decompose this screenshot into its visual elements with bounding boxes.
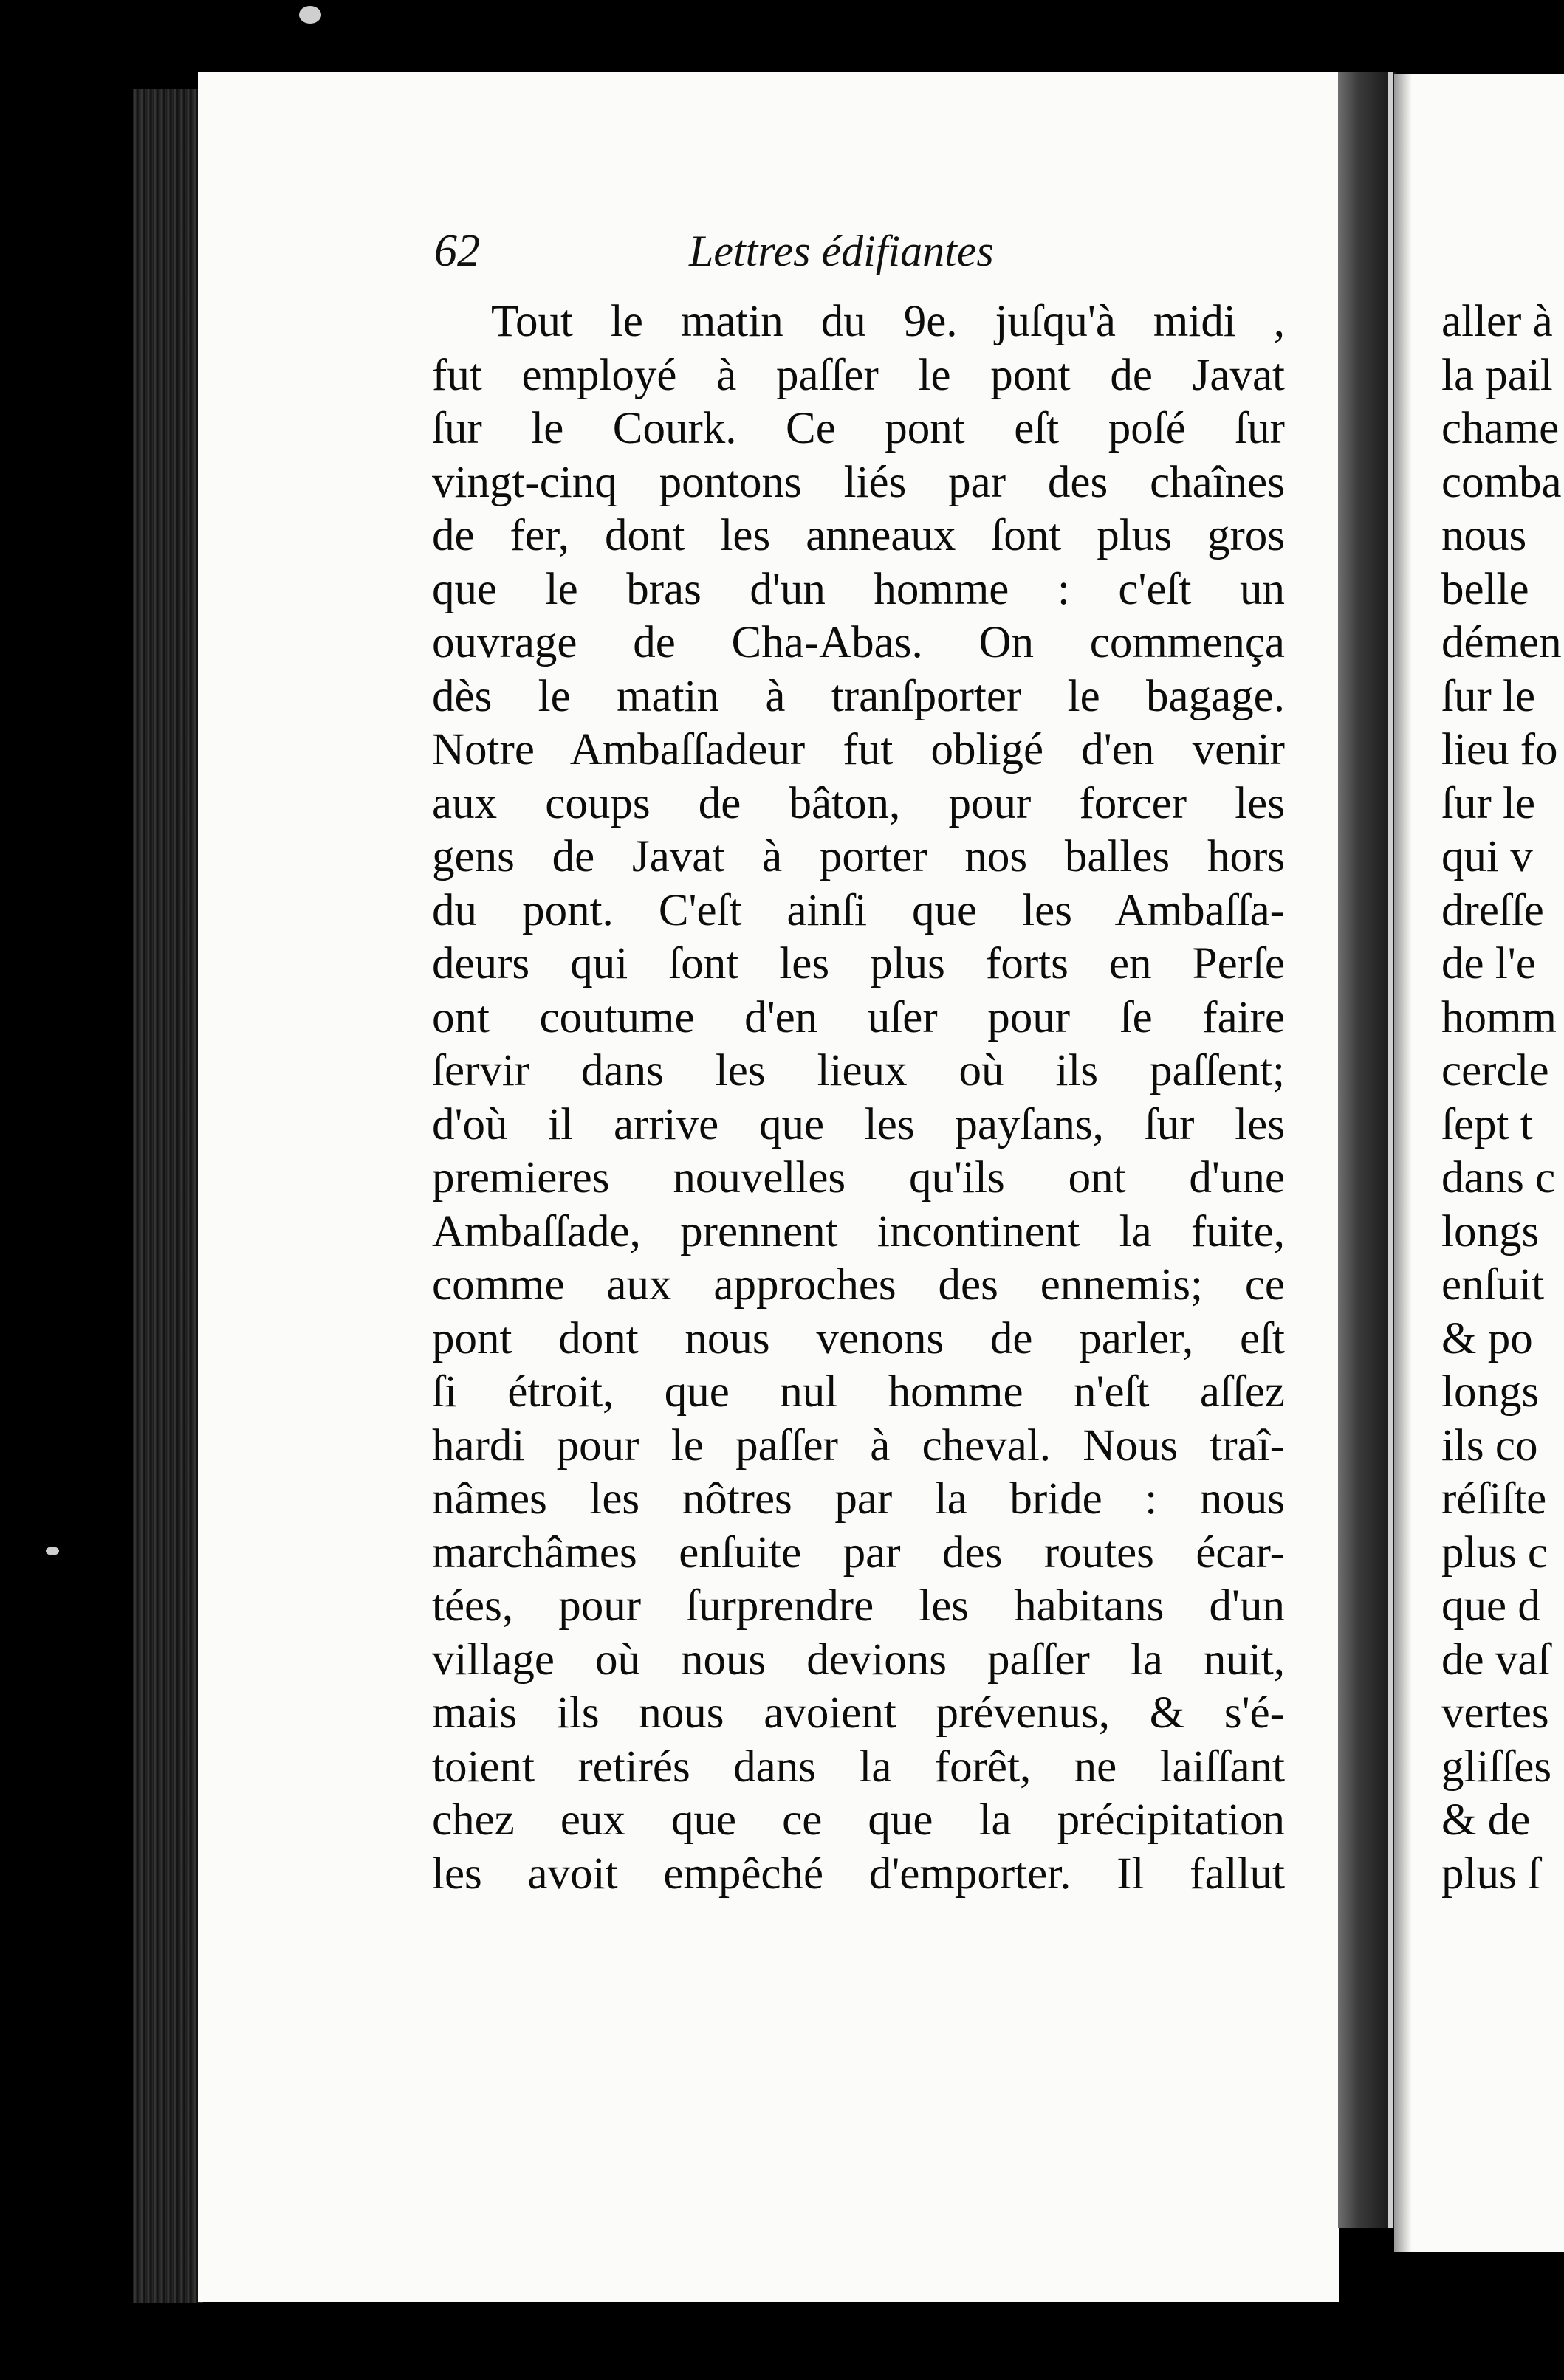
text-line: que le bras d'un homme : c'eſt un [432, 564, 1285, 614]
text-line: ont coutume d'en uſer pour ſe faire [432, 992, 1285, 1042]
facing-text-line: nous [1441, 511, 1527, 560]
facing-text-line: longs [1441, 1206, 1540, 1256]
text-line: hardi pour le paſſer à cheval. Nous traî- [432, 1420, 1285, 1471]
running-head [434, 221, 1047, 281]
text-line: d'où il arrive que les payſans, ſur les [432, 1099, 1285, 1149]
text-line: aux coups de bâton, pour forcer les [432, 778, 1285, 828]
facing-text-line: gliſſes [1441, 1741, 1552, 1792]
text-line: premieres nouvelles qu'ils ont d'une [432, 1153, 1285, 1203]
facing-text-line: ils co [1441, 1420, 1538, 1471]
facing-text-line: aller à [1441, 297, 1553, 346]
scan-speck [299, 6, 321, 24]
facing-text-line: démen [1441, 618, 1562, 667]
text-line: dès le matin à tranſporter le bagage. [432, 671, 1285, 721]
page-number: 62 [434, 226, 480, 276]
text-line: pont dont nous venons de parler, eſt [432, 1313, 1285, 1363]
facing-text-line: ſur le [1441, 671, 1536, 721]
text-line: comme aux approches des ennemis; ce [432, 1260, 1285, 1310]
facing-text-line: que d [1441, 1581, 1540, 1631]
text-line: du pont. C'eſt ainſi que les Ambaſſa- [432, 885, 1285, 935]
facing-text-line: plus ſ [1441, 1848, 1540, 1899]
text-line: ſervir dans les lieux où ils paſſent; [432, 1046, 1285, 1096]
facing-text-line: dreſſe [1441, 885, 1544, 935]
facing-text-line: de l'e [1441, 939, 1536, 988]
text-line: gens de Javat à porter nos balles hors [432, 832, 1285, 881]
text-line: deurs qui ſont les plus forts en Perſe [432, 939, 1285, 988]
facing-text-line: dans c [1441, 1153, 1556, 1203]
facing-text-line: homm [1441, 992, 1557, 1042]
facing-text-line: la pail [1441, 350, 1553, 400]
text-line: ſi étroit, que nul homme n'eſt aſſez [432, 1367, 1285, 1417]
running-title: Lettres édifiantes [689, 227, 994, 275]
facing-page-shade [1394, 74, 1412, 2252]
facing-text-line: réſiſte [1441, 1474, 1547, 1524]
body-text [432, 295, 1285, 1901]
facing-text-line: plus c [1441, 1527, 1548, 1578]
text-line: toient retirés dans la forêt, ne laiſſant [432, 1741, 1285, 1792]
facing-text-line: cercle [1441, 1046, 1549, 1096]
facing-text-line: & de [1441, 1795, 1531, 1845]
facing-text-line: belle [1441, 564, 1529, 614]
text-line: Ambaſſade, prennent incontinent la fuite, [432, 1206, 1285, 1256]
page-gutter-shadow [1338, 72, 1396, 2228]
text-line: de fer, dont les anneaux ſont plus gros [432, 511, 1285, 560]
text-line: nâmes les nôtres par la bride : nous [432, 1474, 1285, 1524]
book-binding-edge [133, 89, 203, 2303]
text-line: village où nous devions paſſer la nuit, [432, 1634, 1285, 1685]
facing-text-line: de vaſ [1441, 1634, 1551, 1685]
text-line: fut employé à paſſer le pont de Javat [432, 350, 1285, 400]
facing-text-line: comba [1441, 457, 1562, 507]
facing-text-line: ſept t [1441, 1099, 1533, 1149]
text-line: ouvrage de Cha-Abas. On commença [432, 618, 1285, 667]
text-line: ſur le Courk. Ce pont eſt poſé ſur [432, 404, 1285, 453]
text-line: chez eux que ce que la précipitation [432, 1795, 1285, 1845]
text-line: Tout le matin du 9e. juſqu'à midi , [491, 297, 1285, 346]
facing-text-line: ſur le [1441, 778, 1536, 828]
text-line: les avoit empêché d'emporter. Il fallut [432, 1848, 1285, 1899]
facing-text-line: & po [1441, 1313, 1533, 1363]
facing-text-line: chame [1441, 404, 1560, 453]
text-line: marchâmes enſuite par des routes écar- [432, 1527, 1285, 1578]
gutter-highlight [1388, 72, 1393, 2228]
text-line: vingt-cinq pontons liés par des chaînes [432, 457, 1285, 507]
text-line: mais ils nous avoient prévenus, & s'é- [432, 1688, 1285, 1738]
facing-text-line: vertes [1441, 1688, 1549, 1738]
text-line: Notre Ambaſſadeur fut obligé d'en venir [432, 725, 1285, 774]
text-line: tées, pour ſurprendre les habitans d'un [432, 1581, 1285, 1631]
facing-text-line: qui v [1441, 832, 1533, 881]
facing-text-line: longs [1441, 1367, 1540, 1417]
facing-text-line: lieu fo [1441, 725, 1558, 774]
scan-speck [46, 1547, 59, 1555]
facing-text-line: enſuit [1441, 1260, 1544, 1310]
